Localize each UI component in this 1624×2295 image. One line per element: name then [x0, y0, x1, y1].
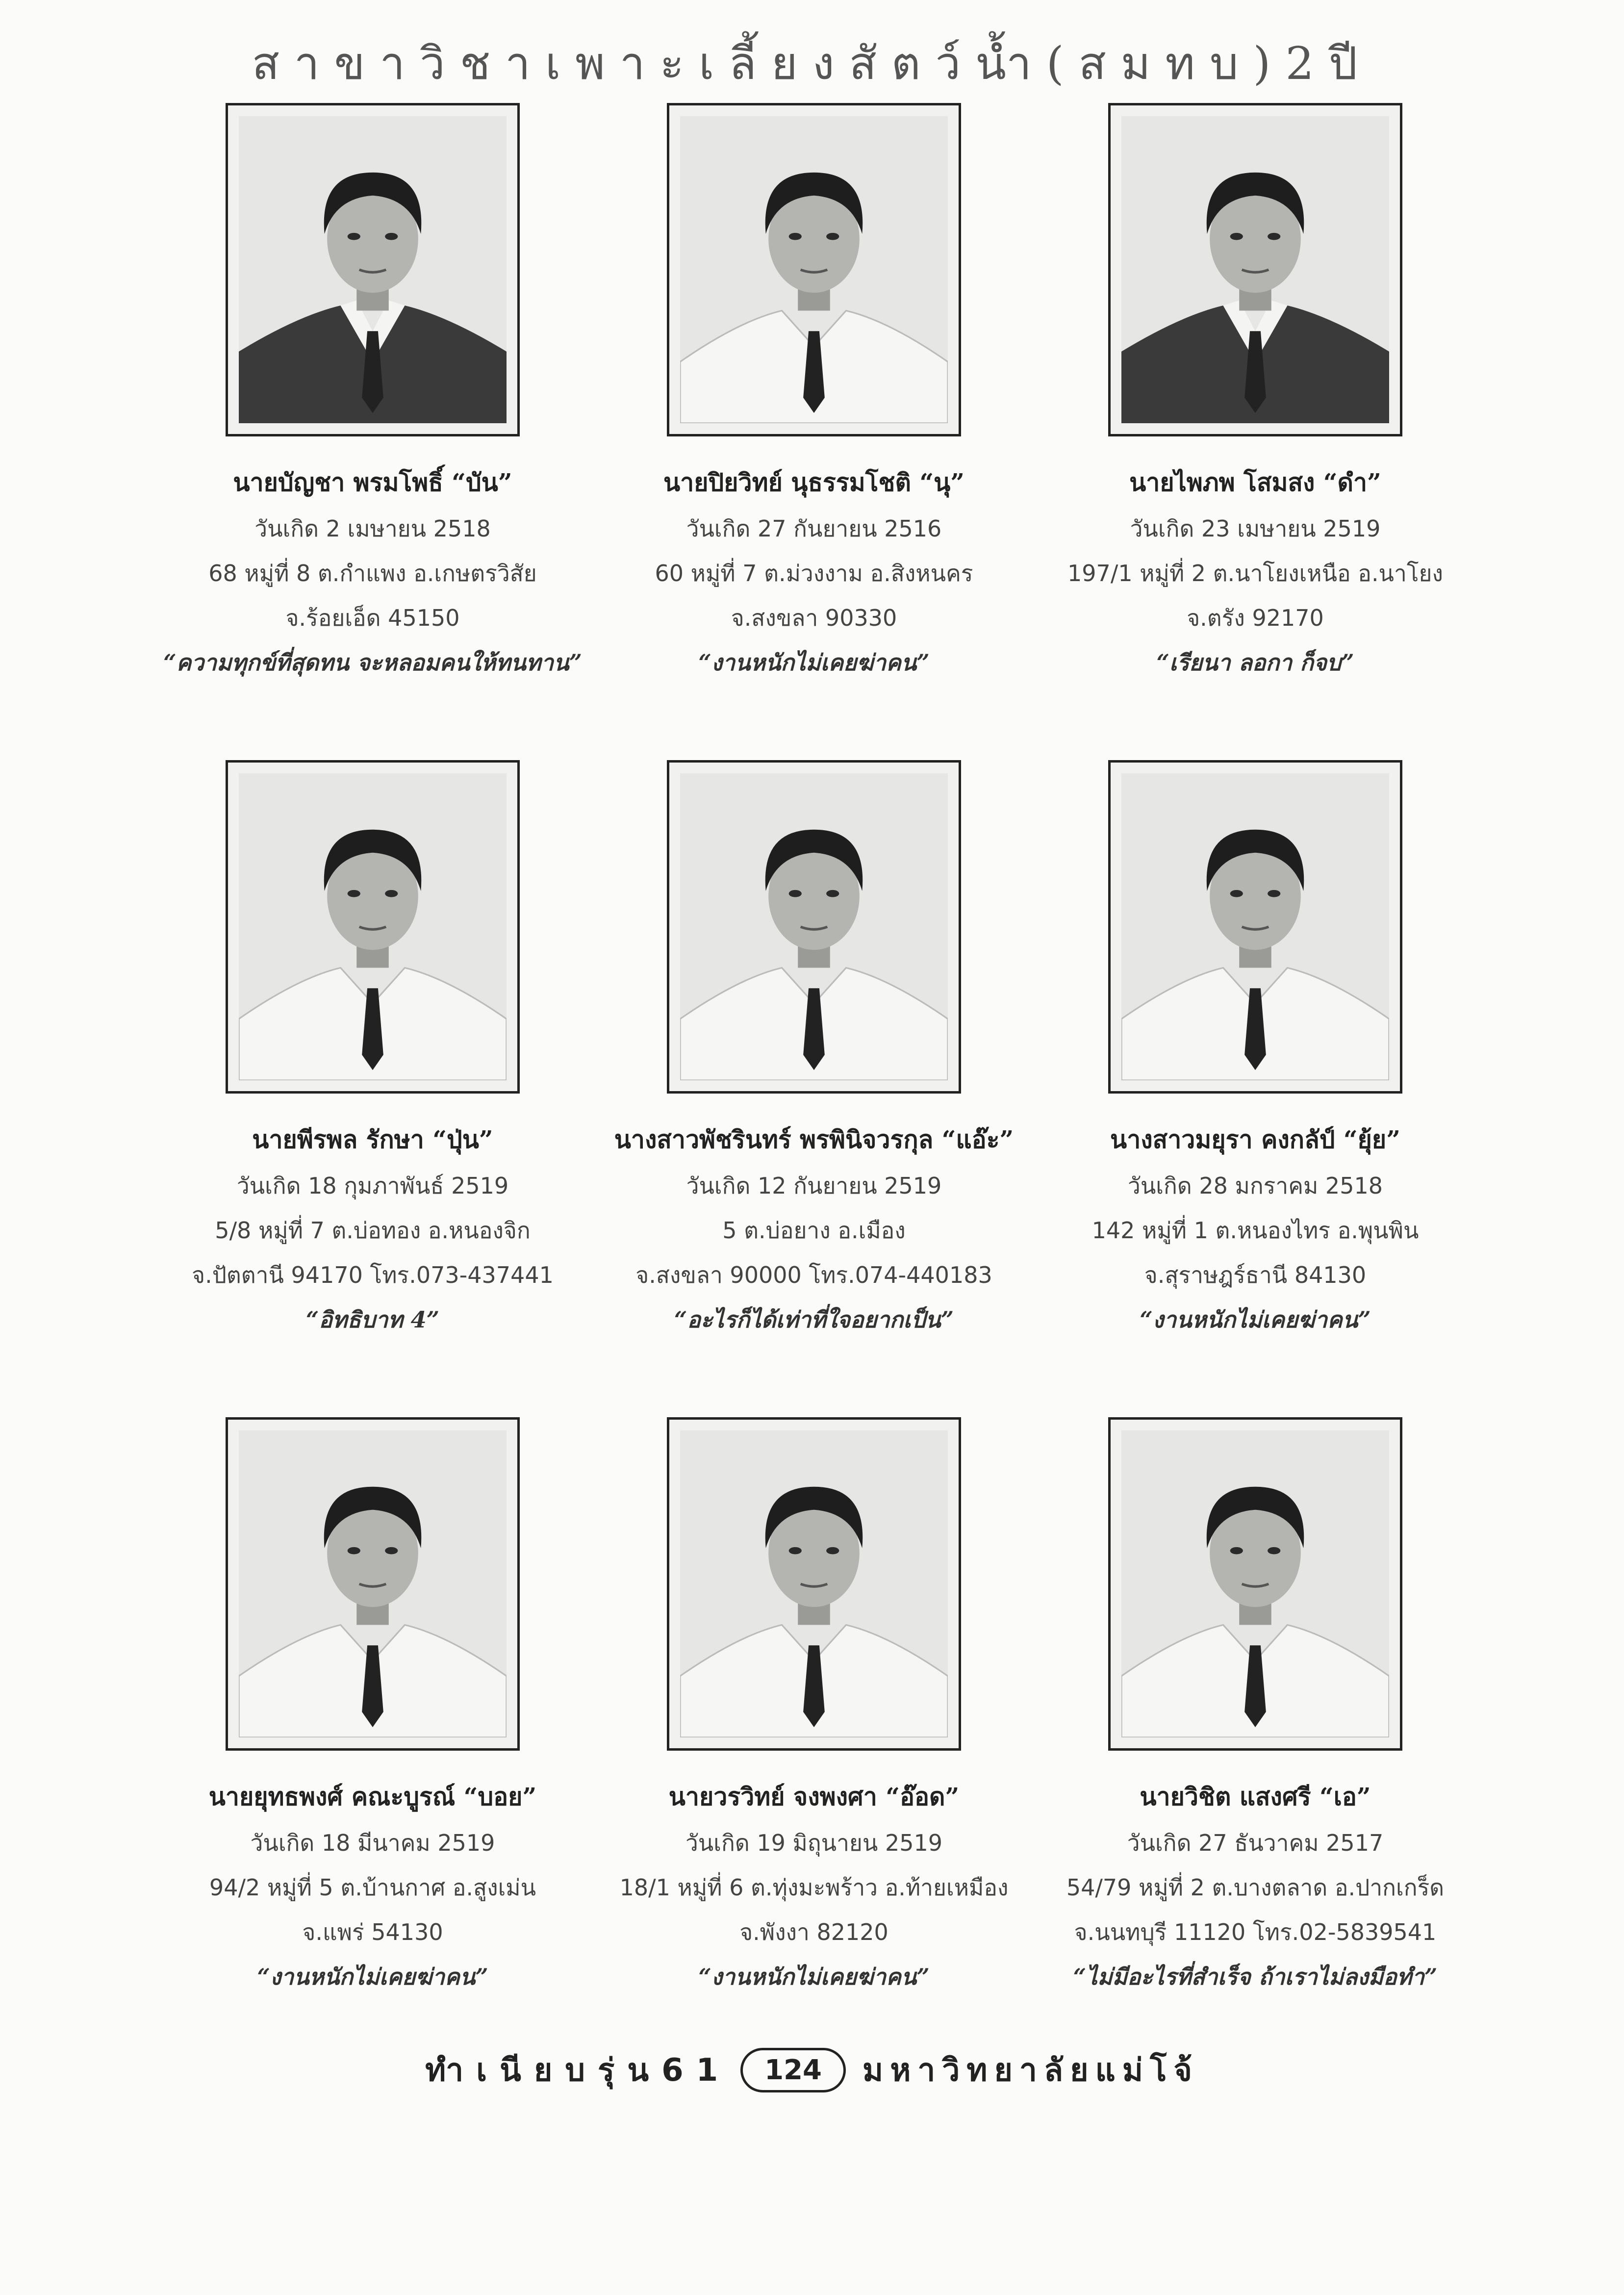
- right-eye: [826, 1547, 839, 1555]
- student-address-line2: จ.ปัตตานี 94170 โทร.073-437441: [192, 1262, 554, 1288]
- student-motto: “งานหนักไม่เคยฆ่าคน”: [698, 649, 930, 676]
- student-motto: “งานหนักไม่เคยฆ่าคน”: [257, 1964, 488, 1990]
- student-portrait: [239, 773, 507, 1080]
- student-birthdate: วันเกิด 2 เมษายน 2518: [254, 515, 491, 542]
- left-eye: [348, 890, 360, 897]
- left-eye: [348, 233, 360, 240]
- student-card: [1035, 1417, 1476, 2074]
- student-card: [1035, 103, 1476, 760]
- student-photo-frame: [667, 1417, 961, 1751]
- student-name: นายบัญชา พรมโพธิ์ “บัน”: [233, 468, 512, 497]
- student-address-line1: 60 หมู่ที่ 7 ต.ม่วงงาม อ.สิงหนคร: [655, 560, 973, 586]
- student-address-line2: จ.สงขลา 90000 โทร.074-440183: [635, 1262, 992, 1288]
- student-card: [152, 1417, 593, 2074]
- student-name: นายวรวิทย์ จงพงศา “อ๊อด”: [668, 1782, 960, 1811]
- student-motto: “งานหนักไม่เคยฆ่าคน”: [698, 1964, 930, 1990]
- student-motto: “อะไรก็ได้เท่าที่ใจอยากเป็น”: [674, 1306, 954, 1333]
- student-birthdate: วันเกิด 18 มีนาคม 2519: [250, 1830, 495, 1856]
- student-address-line2: จ.แพร่ 54130: [302, 1919, 443, 1945]
- right-eye: [826, 233, 839, 240]
- left-eye: [1230, 233, 1243, 240]
- student-portrait: [1121, 773, 1389, 1080]
- student-grid: [152, 103, 1476, 2074]
- left-eye: [789, 890, 802, 897]
- student-address-line1: 197/1 หมู่ที่ 2 ต.นาโยงเหนือ อ.นาโยง: [1067, 560, 1443, 586]
- page-title: สาขาวิชาเพาะเลี้ยงสัตว์น้ำ(สมทบ)2ปี: [252, 37, 1372, 90]
- student-card: [1035, 760, 1476, 1417]
- student-motto: “เรียนา ลอกา ก็จบ”: [1156, 649, 1354, 676]
- student-name: นายไพภพ โสมสง “ดำ”: [1129, 468, 1381, 497]
- student-name: นายปิยวิทย์ นุธรรมโชติ “นุ”: [663, 468, 965, 497]
- student-motto: “ความทุกข์ที่สุดทน จะหลอมคนให้ทนทาน”: [163, 649, 582, 676]
- left-eye: [1230, 890, 1243, 897]
- student-address-line1: 68 หมู่ที่ 8 ต.กำแพง อ.เกษตรวิสัย: [208, 560, 537, 586]
- student-address-line1: 5 ต.บ่อยาง อ.เมือง: [722, 1217, 906, 1244]
- student-name: นางสาวพัชรินทร์ พรพินิจวรกุล “แอ๊ะ”: [614, 1125, 1014, 1154]
- footer-university-label: มหาวิทยาลัยแม่โจ้: [863, 2052, 1199, 2089]
- student-card: [593, 760, 1035, 1417]
- student-portrait: [239, 116, 507, 423]
- right-eye: [385, 890, 398, 897]
- student-name: นายยุทธพงศ์ คณะบูรณ์ “บอย”: [208, 1782, 537, 1811]
- student-name: นางสาวมยุรา คงกลัป์ “ยุ้ย”: [1110, 1125, 1400, 1154]
- student-motto: “งานหนักไม่เคยฆ่าคน”: [1140, 1306, 1371, 1333]
- student-birthdate: วันเกิด 27 ธันวาคม 2517: [1127, 1830, 1384, 1856]
- student-portrait: [680, 116, 948, 423]
- footer-yearbook-label: ทำเนียบรุ่น61: [425, 2052, 731, 2089]
- student-birthdate: วันเกิด 28 มกราคม 2518: [1128, 1173, 1383, 1199]
- student-photo-frame: [1108, 103, 1402, 436]
- student-address-line2: จ.สงขลา 90330: [731, 605, 897, 631]
- left-eye: [789, 1547, 802, 1555]
- student-card: [152, 760, 593, 1417]
- student-birthdate: วันเกิด 18 กุมภาพันธ์ 2519: [236, 1173, 509, 1199]
- student-card: [593, 103, 1035, 760]
- student-birthdate: วันเกิด 23 เมษายน 2519: [1130, 515, 1381, 542]
- student-address-line2: จ.พังงา 82120: [739, 1919, 888, 1945]
- student-portrait: [239, 1430, 507, 1737]
- student-address-line1: 142 หมู่ที่ 1 ต.หนองไทร อ.พุนพิน: [1091, 1217, 1419, 1244]
- student-portrait: [1121, 116, 1389, 423]
- left-eye: [789, 233, 802, 240]
- student-photo-frame: [226, 1417, 520, 1751]
- student-photo-frame: [1108, 1417, 1402, 1751]
- student-birthdate: วันเกิด 19 มิถุนายน 2519: [685, 1830, 943, 1856]
- right-eye: [826, 890, 839, 897]
- student-address-line1: 18/1 หมู่ที่ 6 ต.ทุ่งมะพร้าว อ.ท้ายเหมือง: [619, 1874, 1009, 1901]
- right-eye: [1268, 233, 1280, 240]
- student-photo-frame: [667, 103, 961, 436]
- student-photo-frame: [226, 760, 520, 1094]
- student-address-line2: จ.สุราษฎร์ธานี 84130: [1144, 1262, 1367, 1288]
- student-photo-frame: [1108, 760, 1402, 1094]
- right-eye: [1268, 890, 1280, 897]
- student-card: [593, 1417, 1035, 2074]
- student-address-line1: 5/8 หมู่ที่ 7 ต.บ่อทอง อ.หนองจิก: [215, 1217, 531, 1244]
- student-address-line2: จ.ร้อยเอ็ด 45150: [285, 605, 460, 631]
- student-portrait: [680, 773, 948, 1080]
- right-eye: [1268, 1547, 1280, 1555]
- student-photo-frame: [667, 760, 961, 1094]
- student-birthdate: วันเกิด 12 กันยายน 2519: [686, 1173, 942, 1199]
- page-number: 124: [740, 2048, 846, 2092]
- student-motto: “อิทธิบาท 4”: [305, 1306, 440, 1333]
- student-portrait: [680, 1430, 948, 1737]
- right-eye: [385, 233, 398, 240]
- right-eye: [385, 1547, 398, 1555]
- student-address-line1: 94/2 หมู่ที่ 5 ต.บ้านกาศ อ.สูงเม่น: [209, 1874, 536, 1901]
- student-address-line2: จ.นนทบุรี 11120 โทร.02-5839541: [1074, 1919, 1437, 1945]
- student-portrait: [1121, 1430, 1389, 1737]
- student-address-line1: 54/79 หมู่ที่ 2 ต.บางตลาด อ.ปากเกร็ด: [1066, 1874, 1445, 1901]
- student-motto: “ไม่มีอะไรที่สำเร็จ ถ้าเราไม่ลงมือทำ”: [1073, 1964, 1438, 1990]
- student-name: นายพีรพล รักษา “ปุ่น”: [252, 1125, 493, 1154]
- left-eye: [348, 1547, 360, 1555]
- student-card: [152, 103, 593, 760]
- student-address-line2: จ.ตรัง 92170: [1187, 605, 1324, 631]
- student-birthdate: วันเกิด 27 กันยายน 2516: [686, 515, 942, 542]
- student-photo-frame: [226, 103, 520, 436]
- page-footer: [0, 2045, 1624, 2095]
- left-eye: [1230, 1547, 1243, 1555]
- student-name: นายวิชิต แสงศรี “เอ”: [1140, 1782, 1371, 1811]
